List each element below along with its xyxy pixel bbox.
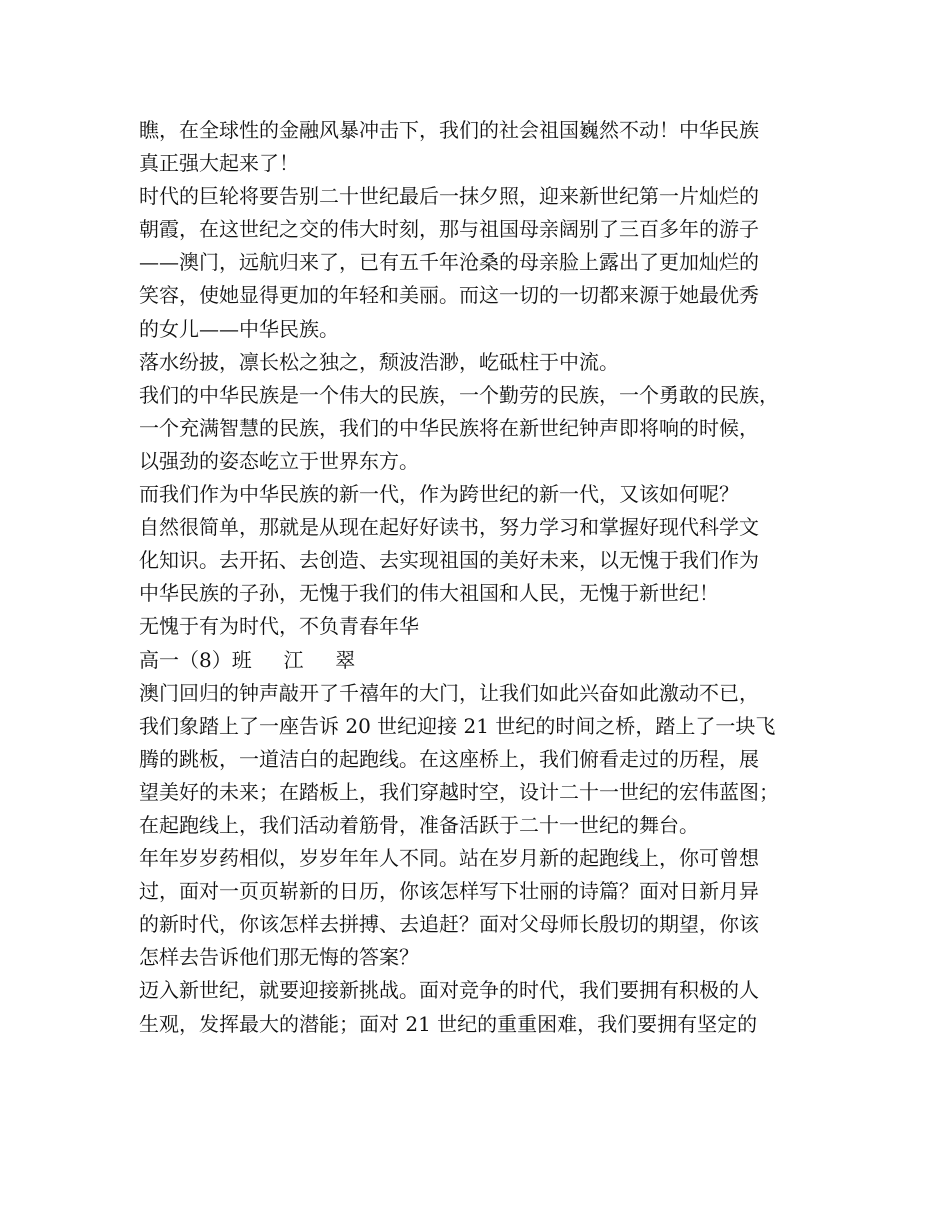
text-line: 笑容，使她显得更加的年轻和美丽。而这一切的一切都来源于她最优秀: [139, 283, 759, 308]
text-line: 中华民族的子孙，无愧于我们的伟大祖国和人民，无愧于新世纪！: [139, 581, 719, 606]
text-line: 落水纷披，凛长松之独之，颓波浩渺，屹砥柱于中流。: [139, 349, 619, 374]
text-line: 真正强大起来了！: [139, 151, 299, 176]
text-line: 瞧，在全球性的金融风暴冲击下，我们的社会祖国巍然不动！中华民族: [139, 118, 759, 142]
text-line: 自然很简单，那就是从现在起好好读书，努力学习和掌握好现代科学文: [139, 515, 759, 540]
text-line: 而我们作为中华民族的新一代，作为跨世纪的新一代，又该如何呢？: [139, 482, 739, 507]
text-line: 的女儿——中华民族。: [139, 316, 339, 341]
text-line: 我们的中华民族是一个伟大的民族，一个勤劳的民族，一个勇敢的民族，: [139, 382, 779, 407]
text-line: 一个充满智慧的民族，我们的中华民族将在新世纪钟声即将响的时候，: [139, 415, 759, 440]
text-line: 以强劲的姿态屹立于世界东方。: [139, 448, 419, 473]
text-line: 腾的跳板，一道洁白的起跑线。在这座桥上，我们俯看走过的历程，展: [139, 746, 759, 771]
text-line: ——澳门，远航归来了，已有五千年沧桑的母亲脸上露出了更加灿烂的: [139, 250, 759, 275]
text-line: 在起跑线上，我们活动着筋骨，准备活跃于二十一世纪的舞台。: [139, 812, 699, 837]
text-line: 过，面对一页页崭新的日历，你该怎样写下壮丽的诗篇？面对日新月异: [139, 879, 759, 904]
text-line: 迈入新世纪，就要迎接新挑战。面对竞争的时代，我们要拥有积极的人: [139, 978, 759, 1003]
text-line: 年年岁岁药相似，岁岁年年人不同。站在岁月新的起跑线上，你可曾想: [139, 846, 759, 871]
text-line: 生观，发挥最大的潜能；面对 21 世纪的重重困难，我们要拥有坚定的: [139, 1011, 758, 1036]
text-line: 化知识。去开拓、去创造、去实现祖国的美好未来，以无愧于我们作为: [139, 548, 759, 573]
text-line: 望美好的未来；在踏板上，我们穿越时空，设计二十一世纪的宏伟蓝图；: [139, 779, 779, 804]
text-line: 我们象踏上了一座告诉 20 世纪迎接 21 世纪的时间之桥，踏上了一块飞: [139, 713, 776, 738]
text-line: 澳门回归的钟声敲开了千禧年的大门，让我们如此兴奋如此激动不已，: [139, 680, 759, 705]
section-title: 无愧于有为时代，不负青春年华: [139, 614, 419, 639]
text-line: 的新时代，你该怎样去拼搏、去追赶？面对父母师长殷切的期望，你该: [139, 912, 759, 937]
author-line: 高一（8）班 江 翠: [139, 647, 356, 672]
text-line: 时代的巨轮将要告别二十世纪最后一抹夕照，迎来新世纪第一片灿烂的: [139, 184, 759, 209]
document-body: [139, 114, 829, 1041]
text-line: 朝霞，在这世纪之交的伟大时刻，那与祖国母亲阔别了三百多年的游子: [139, 217, 759, 242]
text-line: 怎样去告诉他们那无悔的答案？: [139, 945, 419, 970]
